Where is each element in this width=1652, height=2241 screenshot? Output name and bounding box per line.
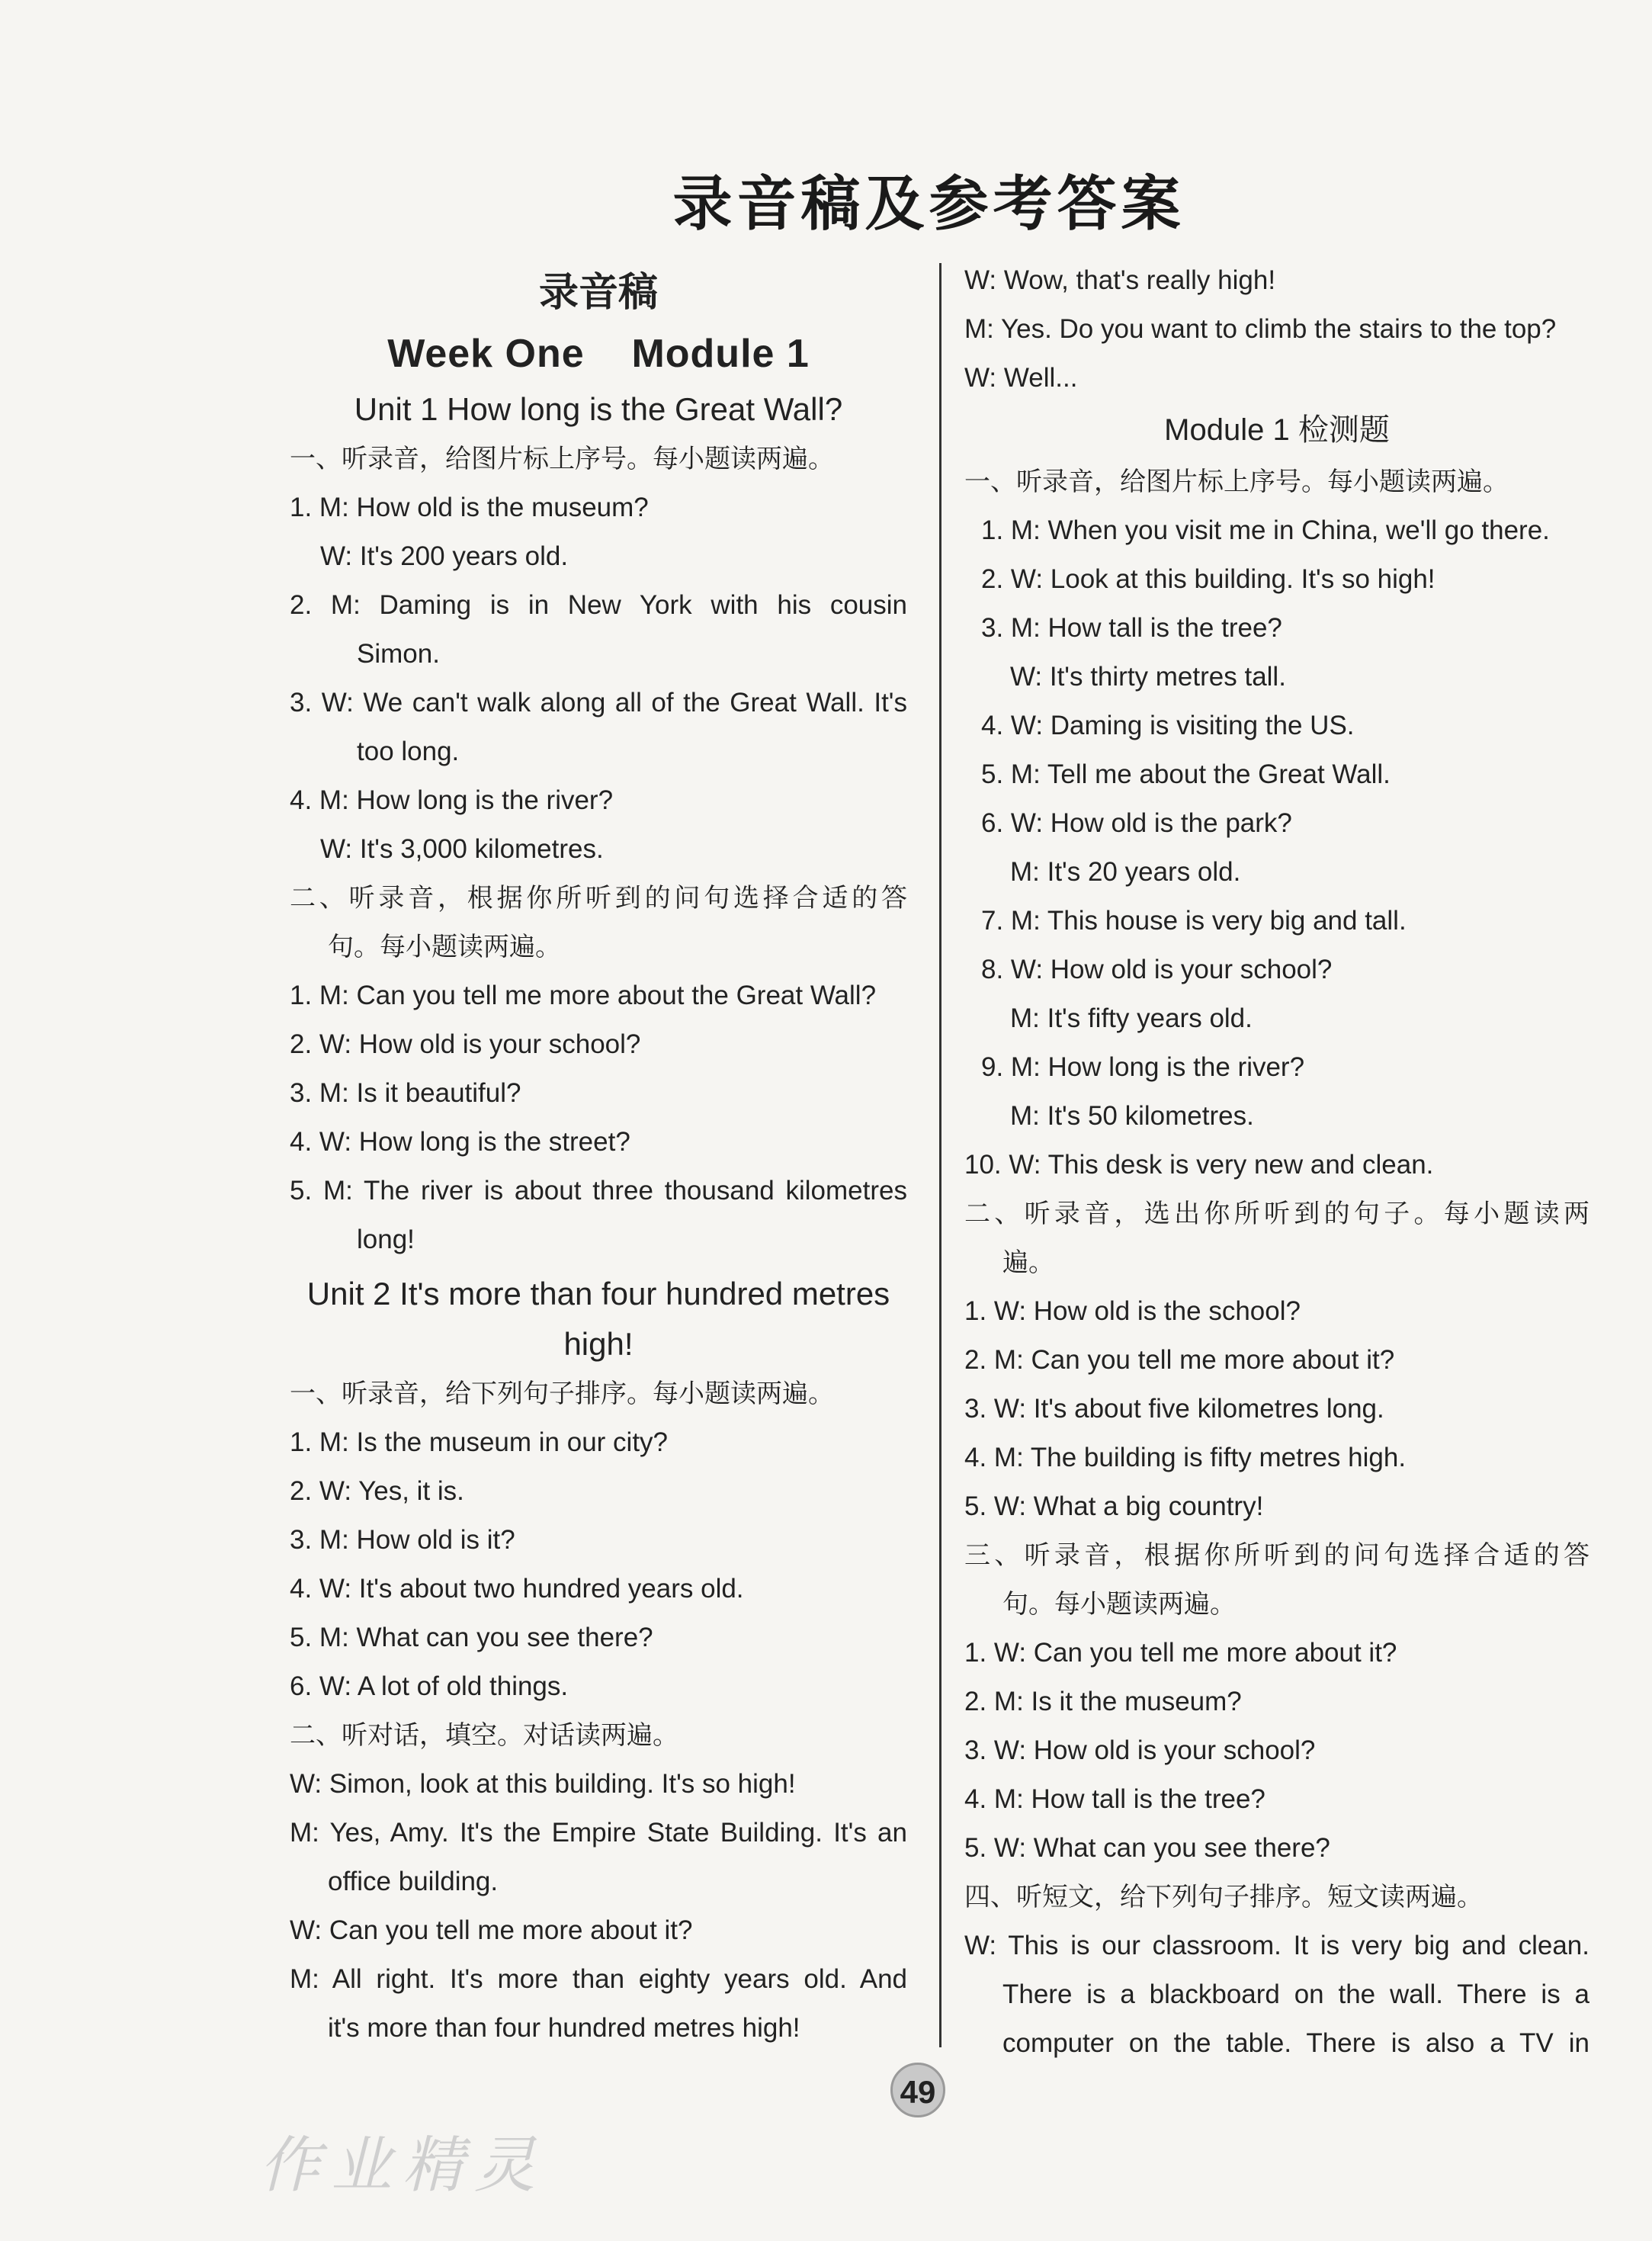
transcript-line: 5. M: What can you see there? [290,1623,653,1652]
transcript-line: 3. M: Is it beautiful? [290,1078,521,1108]
unit2-title: Unit 2 It's more than four hundred metres [306,1276,890,1312]
transcript-line: 4. M: How tall is the tree? [964,1784,1265,1814]
module-test-title: Module 1 检测题 [1164,413,1390,447]
right-column [964,256,1589,2068]
transcript-line: 5. W: What a big country! [964,1491,1264,1521]
transcript-line: 2. M: Is it the museum? [964,1687,1242,1716]
transcript-line: M: It's fifty years old. [1010,1003,1253,1033]
transcript-line: W: It's thirty metres tall. [1010,662,1286,692]
m-s3-label: 三、听录音，根据你所听到的问句选择合适的答 [964,1540,1589,1571]
u2-s2-label: 二、听对话，填空。对话读两遍。 [290,1720,678,1751]
u2-s1-label: 一、听录音，给下列句子排序。每小题读两遍。 [290,1379,834,1409]
unit1-title: Unit 1 How long is the Great Wall? [354,391,843,427]
transcript-line: computer on the table. There is also a TV in [1002,2028,1589,2058]
transcript-line: 3. W: It's about five kilometres long. [964,1394,1384,1424]
transcript-line: 2. W: Yes, it is. [290,1476,464,1506]
transcript-line: M: Yes. Do you want to climb the stairs to the top? [964,314,1557,344]
transcript-line: W: Wow, that's really high! [964,265,1276,295]
transcript-line: too long. [357,737,460,766]
transcript-line: 1. W: How old is the school? [964,1296,1301,1326]
watermark: 作业精灵 [259,2130,546,2201]
m-s4-label: 四、听短文，给下列句子排序。短文读两遍。 [964,1882,1483,1912]
transcript-line: W: Well... [964,363,1078,393]
unit2-title-cont: high! [563,1326,634,1362]
week-heading: Week One Module 1 [387,332,810,376]
transcript-line: M: Yes, Amy. It's the Empire State Building. It's an [290,1818,907,1848]
transcript-line: 1. M: When you visit me in China, we'll go there. [981,515,1550,545]
transcript-line: 4. W: It's about two hundred years old. [290,1574,744,1604]
transcript-line: 5. W: What can you see there? [964,1833,1330,1863]
transcript-line: M: All right. It's more than eighty years old. And [290,1964,907,1994]
transcript-line: M: It's 20 years old. [1010,857,1241,887]
transcript-line: 1. M: Is the museum in our city? [290,1427,669,1457]
column-divider [939,263,941,2047]
transcript-line: 4. W: How long is the street? [290,1127,630,1157]
transcript-line: 5. M: The river is about three thousand kilometres [290,1176,907,1206]
transcript-line: W: Can you tell me more about it? [290,1915,693,1945]
transcript-line: 2. W: How old is your school? [290,1029,641,1059]
transcript-line: 4. M: The building is fifty metres high. [964,1443,1407,1472]
transcript-line: 3. M: How tall is the tree? [981,613,1282,643]
transcript-line: long! [357,1225,415,1254]
transcript-line: 3. M: How old is it? [290,1525,515,1555]
transcript-line: 7. M: This house is very big and tall. [981,906,1407,936]
u1-s2-label: 二、听录音，根据你所听到的问句选择合适的答 [290,883,907,913]
transcript-line: 2. M: Daming is in New York with his cousin [290,590,907,620]
transcript-line: 10. W: This desk is very new and clean. [964,1150,1434,1180]
left-column [290,259,907,2053]
transcript-line: W: Simon, look at this building. It's so high! [290,1769,796,1799]
transcript-line: 6. W: How old is the park? [981,808,1292,838]
u1-s2-label-cont: 句。每小题读两遍。 [328,932,561,962]
transcript-line: 9. M: How long is the river? [981,1052,1305,1082]
transcript-line: 3. W: How old is your school? [964,1735,1316,1765]
transcript-line: Simon. [357,639,440,669]
transcript-line: 8. W: How old is your school? [981,955,1333,984]
transcript-line: W: This is our classroom. It is very big and clean. [964,1931,1589,1960]
transcript-line: office building. [328,1867,499,1896]
transcript-line: 6. W: A lot of old things. [290,1671,569,1701]
transcript-line: W: It's 3,000 kilometres. [320,834,604,864]
transcript-line: 3. W: We can't walk along all of the Great Wall. It's [290,688,907,718]
transcript-line: 1. M: Can you tell me more about the Great Wall? [290,981,877,1010]
u1-s1-label: 一、听录音，给图片标上序号。每小题读两遍。 [290,444,834,474]
page-title: 录音稿及参考答案 [672,169,1185,239]
m-s1-label: 一、听录音，给图片标上序号。每小题读两遍。 [964,467,1509,497]
transcript-line: it's more than four hundred metres high! [328,2013,800,2043]
transcript-line: M: It's 50 kilometres. [1010,1101,1254,1131]
transcript-line: 5. M: Tell me about the Great Wall. [981,759,1391,789]
page-number: 49 [890,2063,945,2117]
transcript-line: 1. W: Can you tell me more about it? [964,1638,1397,1668]
m-s2-label-cont: 遍。 [1002,1247,1054,1278]
transcript-line: 2. M: Can you tell me more about it? [964,1345,1395,1375]
transcript-line: 4. M: How long is the river? [290,785,614,815]
section-heading: 录音稿 [538,270,658,316]
transcript-line: There is a blackboard on the wall. There is a [1002,1979,1589,2009]
m-s2-label: 二、听录音，选出你所听到的句子。每小题读两 [964,1199,1589,1229]
transcript-line: W: It's 200 years old. [320,541,569,571]
transcript-line: 4. W: Daming is visiting the US. [981,711,1355,740]
m-s3-label-cont: 句。每小题读两遍。 [1002,1589,1236,1620]
transcript-line: 1. M: How old is the museum? [290,493,649,522]
transcript-line: 2. W: Look at this building. It's so high! [981,564,1435,594]
